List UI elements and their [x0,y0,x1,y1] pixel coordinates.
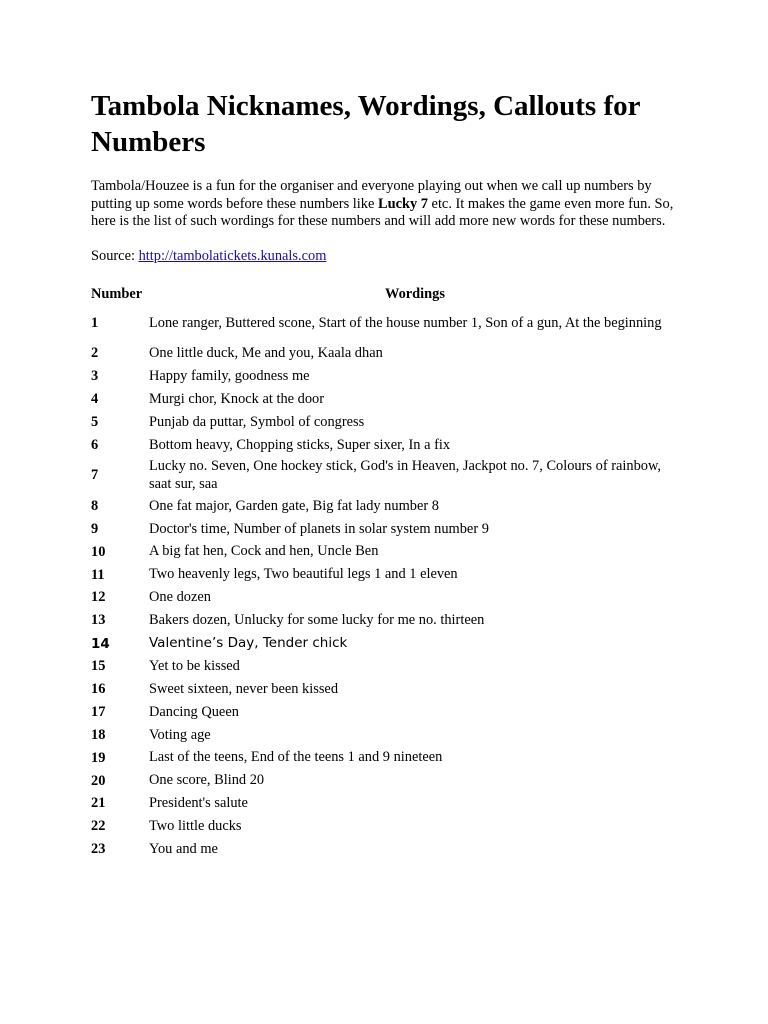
row-wordings: You and me [149,841,218,857]
row-wordings: One score, Blind 20 [149,772,265,789]
row-wordings: One dozen [149,589,211,606]
row-number: 3 [91,368,99,385]
row-wordings: Yet to be kissed [149,657,240,674]
table-row [91,770,681,793]
table-row [91,793,681,816]
table-row [91,411,681,434]
row-number: 13 [91,612,106,629]
source-label: Source: [91,247,139,264]
row-number: 6 [91,437,99,453]
table-row [91,701,681,724]
row-wordings: A big fat hen, Cock and hen, Uncle Ben [149,543,379,560]
table-header-row [91,285,681,305]
row-wordings: Sweet sixteen, never been kissed [149,680,339,697]
table-row [91,457,681,495]
header-wordings: Wordings [385,286,445,302]
row-number: 9 [91,520,99,537]
row-wordings: Valentine’s Day, Tender chick [149,634,348,651]
row-wordings: Murgi chor, Knock at the door [149,390,325,407]
row-wordings: Two little ducks [149,818,242,835]
table-row [91,343,681,366]
row-number: 20 [91,772,106,789]
row-wordings: Punjab da puttar, Symbol of congress [149,413,365,430]
table-row [91,838,681,861]
row-number: 10 [91,543,106,560]
table-row [91,655,681,678]
table-row [91,365,681,388]
page-title: Tambola Nicknames, Wordings, Callouts for Numbers [91,90,640,158]
row-wordings: Dancing Queen [149,703,239,720]
row-number: 12 [91,589,106,606]
row-wordings: Bottom heavy, Chopping sticks, Super sixer, In a fix [149,436,451,453]
row-number: 1 [91,315,99,331]
row-number: 2 [91,345,99,362]
row-wordings: Voting age [149,726,211,743]
table-body [91,305,681,862]
wordings-table [91,285,681,862]
table-row [91,815,681,838]
row-number: 18 [91,726,106,743]
table-row [91,541,681,564]
row-number: 7 [91,467,99,484]
row-wordings: Lucky no. Seven, One hockey stick, God's in Heaven, Jackpot no. 7, Colours of rainbow, saat sur, saa [149,458,662,492]
source-line [91,248,681,265]
table-row [91,609,681,632]
table-row [91,305,681,343]
row-number: 23 [91,841,106,858]
table-row [91,434,681,457]
intro-text-start: Tambola/Houzee is a fun for the organiser and everyone playing out when we call up numbers by putting up some words before these numbers like [91,178,652,212]
table-row [91,632,681,655]
table-row [91,518,681,541]
table-row [91,678,681,701]
row-number: 17 [91,703,106,720]
table-row [91,495,681,518]
row-wordings: Happy family, goodness me [149,368,310,385]
row-wordings: One little duck, Me and you, Kaala dhan [149,345,383,362]
intro-bold-text: Lucky 7 [377,195,428,212]
table-row [91,587,681,610]
row-number: 16 [91,681,106,698]
row-number: 11 [91,566,105,583]
table-row [91,724,681,747]
table-row [91,747,681,770]
row-number: 5 [91,414,99,431]
row-number: 14 [91,635,110,652]
row-number: 21 [91,795,106,812]
row-wordings: Bakers dozen, Unlucky for some lucky for me no. thirteen [149,612,485,629]
row-number: 19 [91,749,106,766]
row-wordings: One fat major, Garden gate, Big fat lady number 8 [149,497,439,514]
intro-text-end: etc. It makes the game even more fun. So, here is the list of such wordings for these numbers and will add more new words for these numbers. [91,195,674,229]
row-number: 22 [91,818,106,835]
row-number: 8 [91,497,99,514]
row-wordings: Two heavenly legs, Two beautiful legs 1 and 1 eleven [149,566,458,583]
row-wordings: President's salute [149,795,248,812]
row-number: 4 [91,391,99,408]
intro-paragraph [91,178,681,231]
header-number: Number [91,286,143,302]
source-link[interactable]: http://tambolatickets.kunals.com [138,247,327,264]
row-wordings: Last of the teens, End of the teens 1 and 9 nineteen [149,749,443,766]
document-page [91,88,681,861]
row-wordings: Lone ranger, Buttered scone, Start of the house number 1, Son of a gun, At the beginning [149,314,662,331]
table-row [91,388,681,411]
row-wordings: Doctor's time, Number of planets in solar system number 9 [149,520,489,537]
row-number: 15 [91,658,106,675]
table-row [91,564,681,587]
